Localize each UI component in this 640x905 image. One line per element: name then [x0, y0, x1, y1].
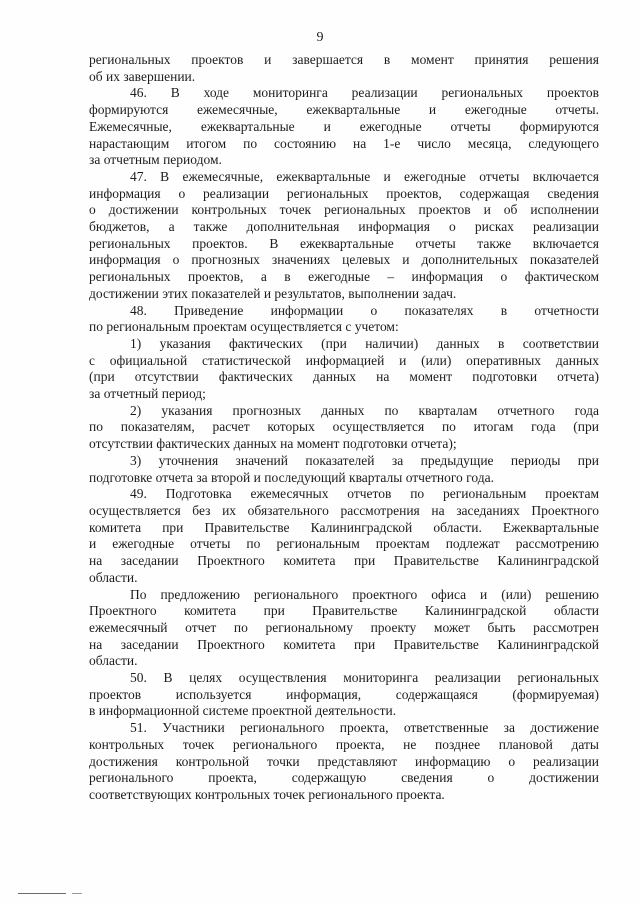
- text-line: 3) уточнения значений показателей за предыдущие периоды при: [130, 452, 599, 468]
- text-line: 47. В ежемесячные, ежеквартальные и ежегодные отчеты включается: [130, 168, 599, 184]
- text-line: 2) указания прогнозных данных по кварталам отчетного года: [130, 402, 599, 418]
- text-line: 49. Подготовка ежемесячных отчетов по региональным проектам: [130, 486, 599, 502]
- text-line: области.: [89, 569, 138, 585]
- text-line: области.: [89, 653, 138, 669]
- text-line: и ежегодные отчеты по региональным проектам подлежат рассмотрению: [89, 536, 599, 552]
- text-line: за отчетный период;: [89, 386, 206, 402]
- text-line: информация о реализации региональных проектов, содержащая сведения: [89, 185, 599, 201]
- text-line: с официальной статистической информацией и (или) оперативных данных: [89, 352, 599, 368]
- text-line: (при отсутствии фактических данных на момент подготовки отчета): [89, 369, 599, 385]
- document-body: [89, 52, 599, 804]
- text-line: контрольных точек регионального проекта, не позднее плановой даты: [89, 736, 599, 752]
- text-line: 50. В целях осуществления мониторинга реализации региональных: [130, 670, 599, 686]
- text-line: 46. В ходе мониторинга реализации региональных проектов: [130, 85, 599, 101]
- text-line: Проектного комитета при Правительстве Калининградской области: [89, 603, 599, 619]
- text-line: на заседании Проектного комитета при Правительстве Калининградской: [89, 553, 599, 569]
- text-line: региональных проектов и завершается в момент принятия решения: [89, 52, 599, 67]
- text-line: проектов используется информация, содержащаяся (формируемая): [89, 686, 599, 702]
- text-line: за отчетным периодом.: [89, 152, 222, 168]
- scan-artifact-line: [18, 893, 66, 894]
- text-line: информация о прогнозных значениях целевых и дополнительных показателей: [89, 252, 599, 268]
- text-line: бюджетов, а также дополнительная информация о рисках реализации: [89, 219, 599, 235]
- text-line: Ежемесячные, ежеквартальные и ежегодные отчеты формируются: [89, 118, 599, 134]
- text-line: отсутствии фактических данных на момент подготовки отчета);: [89, 436, 457, 452]
- text-line: достижении этих показателей и результатов, выполнении задач.: [89, 285, 457, 301]
- text-line: регионального проекта, содержащую сведения о достижении: [89, 770, 599, 786]
- text-line: о достижении контрольных точек региональных проектов и об исполнении: [89, 202, 599, 218]
- text-line: По предложению регионального проектного офиса и (или) решению: [130, 586, 599, 602]
- page-number: 9: [316, 30, 324, 45]
- text-line: подготовке отчета за второй и последующий кварталы отчетного года.: [89, 469, 494, 485]
- text-line: достижения контрольной точки представляют информацию о реализации: [89, 753, 599, 769]
- text-line: по показателям, расчет которых осуществляется по итогам года (при: [89, 419, 599, 435]
- text-line: об их завершении.: [89, 68, 196, 84]
- text-line: по региональным проектам осуществляется с учетом:: [89, 319, 399, 335]
- text-line: осуществляется без их обязательного рассмотрения на заседаниях Проектного: [89, 502, 599, 518]
- text-line: 48. Приведение информации о показателях в отчетности: [130, 302, 599, 318]
- text-line: региональных проектов, а в ежегодные – информация о фактическом: [89, 269, 599, 285]
- text-line: формируются ежемесячные, ежеквартальные и ежегодные отчеты.: [89, 102, 599, 118]
- text-line: комитета при Правительстве Калининградской области. Ежеквартальные: [89, 519, 599, 535]
- text-line: соответствующих контрольных точек регионального проекта.: [89, 786, 445, 802]
- text-line: на заседании Проектного комитета при Правительстве Калининградской: [89, 636, 599, 652]
- text-line: нарастающим итогом по состоянию на 1-е число месяца, следующего: [89, 135, 599, 151]
- text-line: ежемесячный отчет по региональному проекту может быть рассмотрен: [89, 619, 599, 635]
- text-line: региональных проектов. В ежеквартальные отчеты также включается: [89, 235, 599, 251]
- text-line: в информационной системе проектной деятельности.: [89, 703, 397, 719]
- text-line: 1) указания фактических (при наличии) данных в соответствии: [130, 335, 599, 351]
- text-line: 51. Участники регионального проекта, ответственные за достижение: [130, 720, 599, 736]
